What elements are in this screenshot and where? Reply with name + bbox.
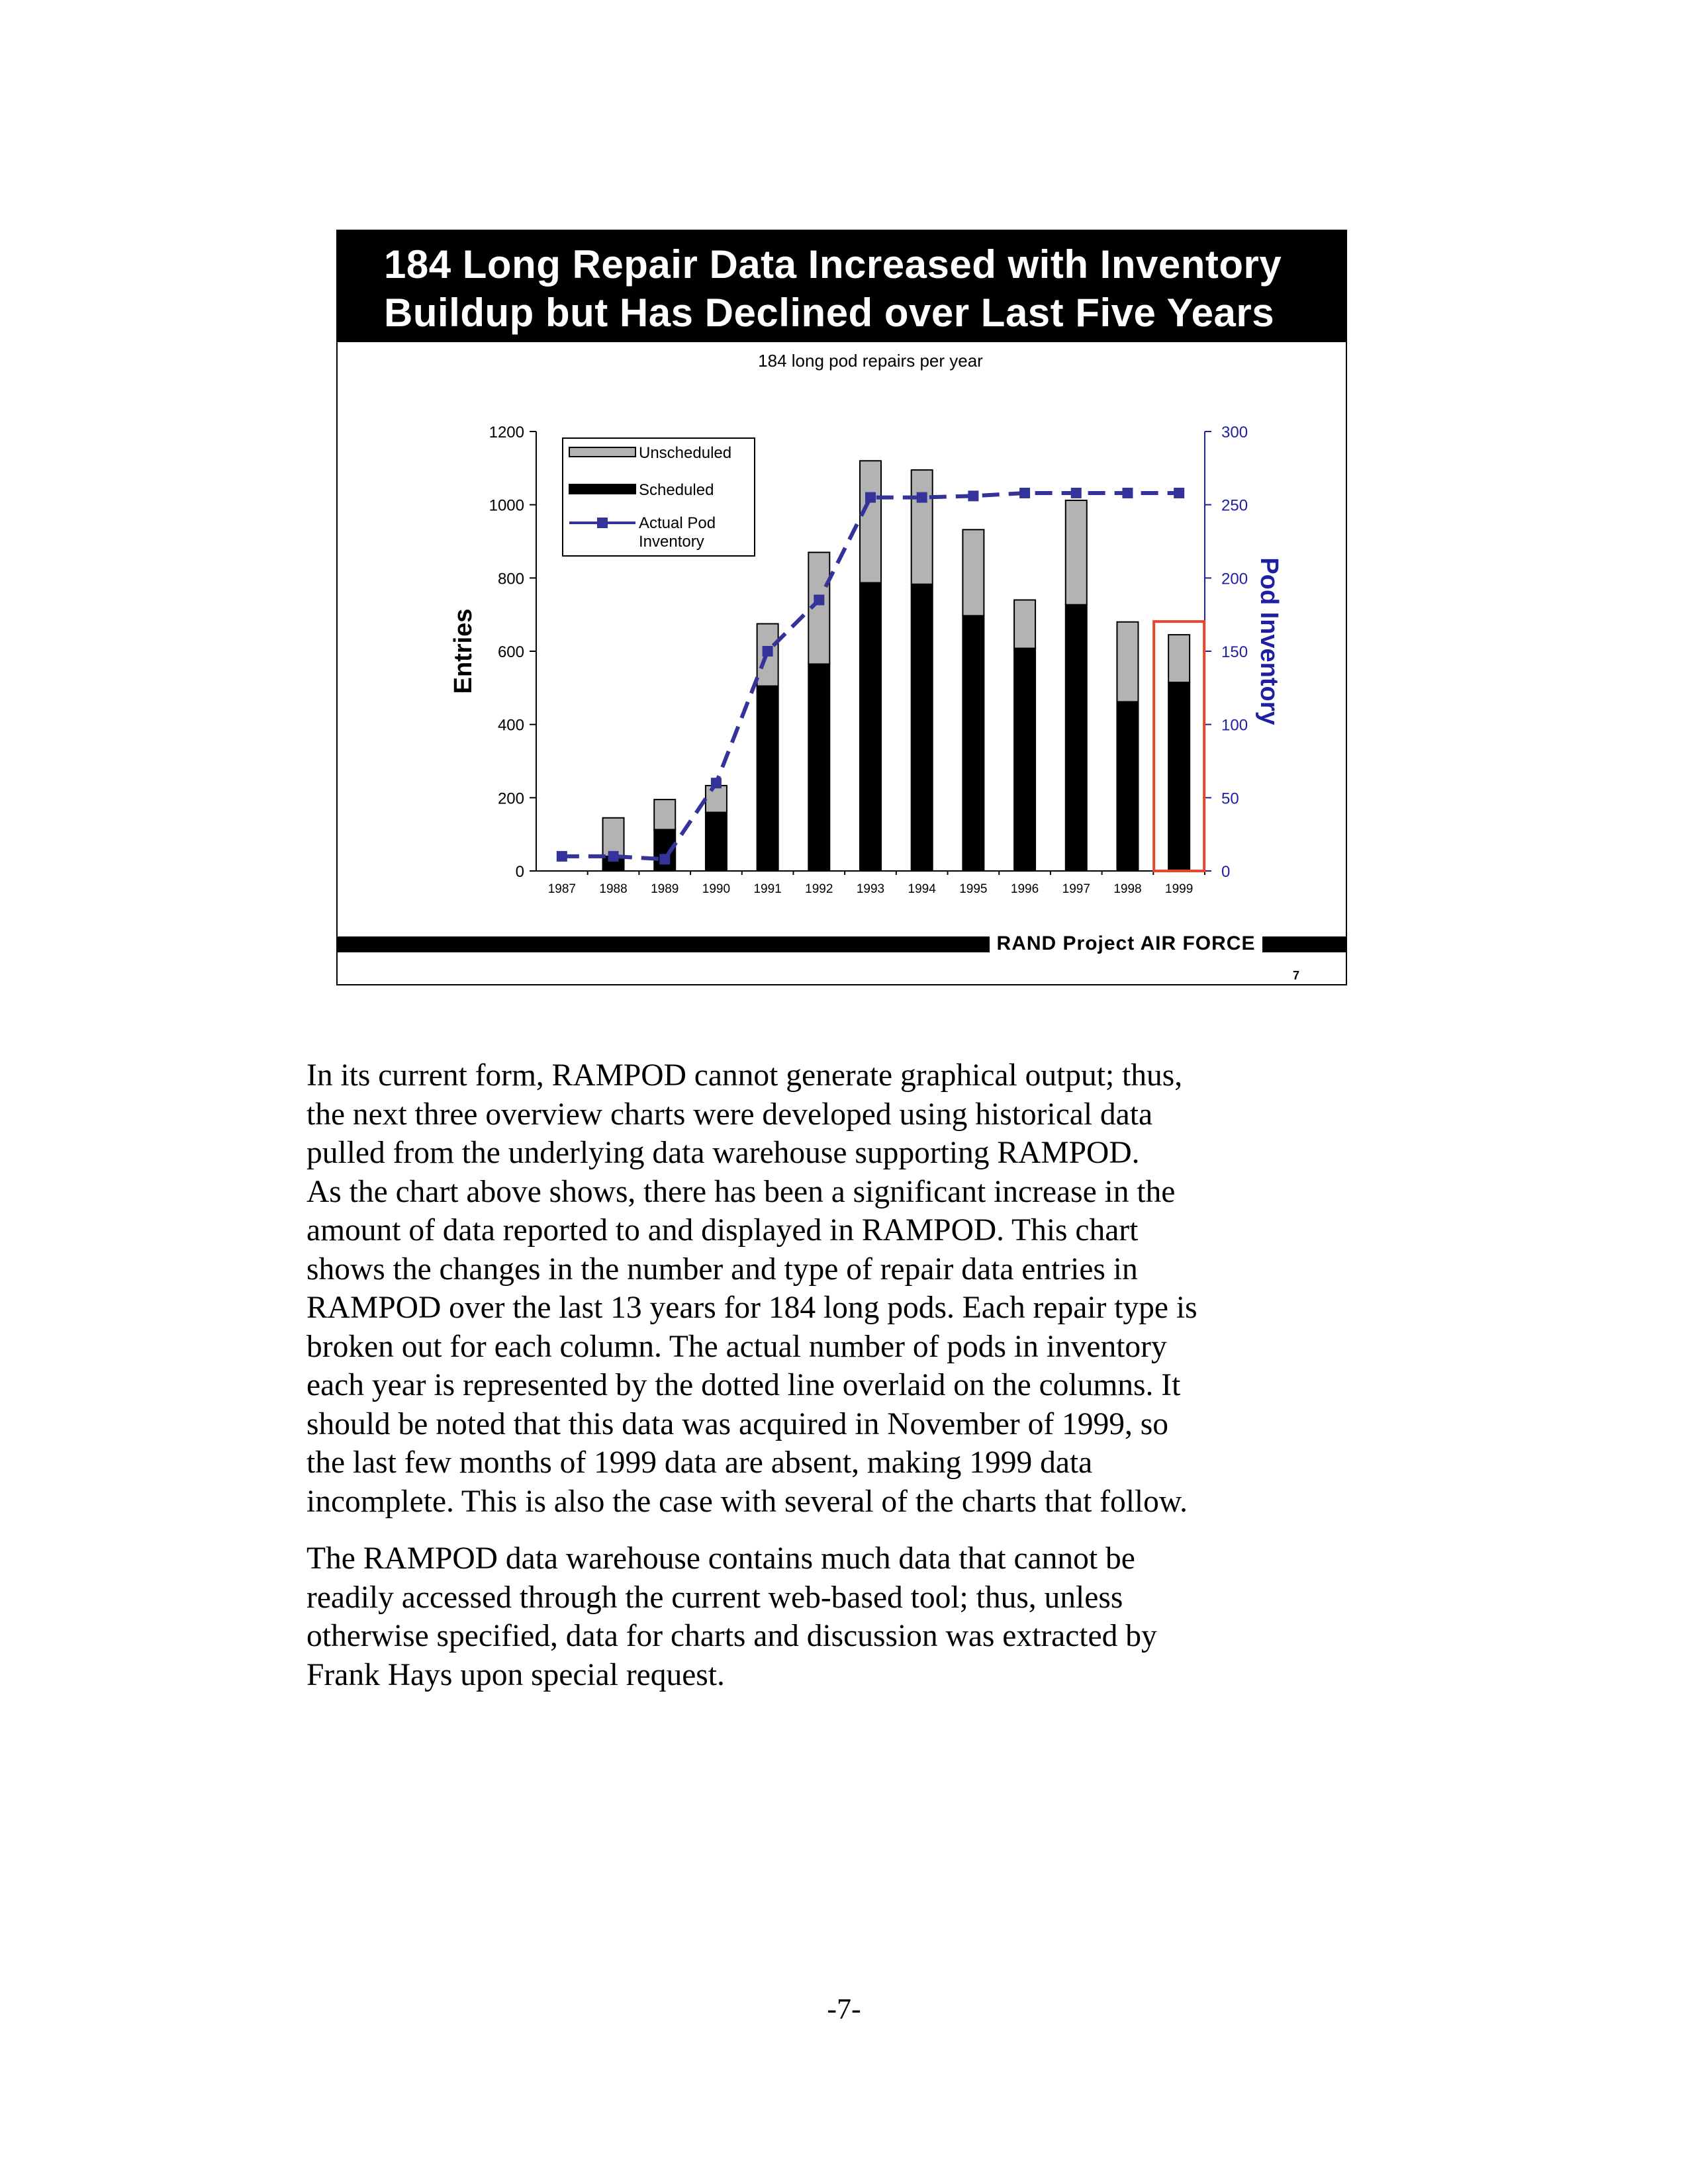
x-tick-label: 1996 bbox=[1010, 882, 1039, 896]
text-line: broken out for each column. The actual number of pods in inventory bbox=[306, 1329, 1167, 1364]
inventory-point-1988 bbox=[608, 851, 619, 862]
text-line: As the chart above shows, there has been a significant increase in the bbox=[306, 1174, 1176, 1209]
bar-unscheduled-1995 bbox=[962, 529, 984, 615]
x-tick-label: 1987 bbox=[547, 882, 576, 896]
bar-scheduled-1996 bbox=[1014, 649, 1035, 871]
page-number: -7- bbox=[827, 1993, 861, 2025]
legend-label-inventory-line1: Actual Pod bbox=[639, 514, 716, 532]
x-tick-label: 1998 bbox=[1113, 882, 1142, 896]
footer-bar bbox=[338, 936, 990, 952]
inventory-point-1990 bbox=[711, 778, 722, 788]
x-tick-label: 1990 bbox=[702, 882, 731, 896]
text-line: incomplete. This is also the case with several of the charts that follow. bbox=[306, 1484, 1188, 1519]
body-paragraph bbox=[306, 1056, 1405, 1521]
legend-swatch-inventory-marker bbox=[597, 518, 608, 528]
y2-axis-title: Pod Inventory bbox=[1255, 557, 1283, 725]
right-tick-label: 100 bbox=[1221, 716, 1248, 735]
footer-bar bbox=[1262, 936, 1347, 952]
x-tick-label: 1995 bbox=[959, 882, 988, 896]
inventory-point-1997 bbox=[1071, 488, 1082, 498]
bar-scheduled-1991 bbox=[757, 686, 778, 871]
left-tick-label: 800 bbox=[497, 570, 524, 588]
legend-label-unscheduled: Unscheduled bbox=[639, 444, 732, 462]
bar-unscheduled-1993 bbox=[860, 461, 881, 582]
left-tick-label: 400 bbox=[497, 716, 524, 735]
bar-scheduled-1993 bbox=[860, 583, 881, 871]
bar-unscheduled-1998 bbox=[1117, 622, 1138, 702]
x-tick-label: 1991 bbox=[753, 882, 782, 896]
text-line: each year is represented by the dotted line overlaid on the columns. It bbox=[306, 1368, 1181, 1402]
right-tick-label: 200 bbox=[1221, 570, 1248, 588]
text-line: Frank Hays upon special request. bbox=[306, 1657, 725, 1692]
footer-brand: RAND Project AIR FORCE bbox=[996, 933, 1256, 954]
left-tick-label: 600 bbox=[497, 643, 524, 661]
legend-label-scheduled: Scheduled bbox=[639, 481, 714, 499]
bar-unscheduled-1996 bbox=[1014, 600, 1035, 649]
x-tick-label: 1997 bbox=[1062, 882, 1090, 896]
left-tick-label: 200 bbox=[497, 790, 524, 808]
text-line: RAMPOD over the last 13 years for 184 long pods. Each repair type is bbox=[306, 1291, 1197, 1325]
text-line: the last few months of 1999 data are absent, making 1999 data bbox=[306, 1445, 1093, 1480]
inventory-point-1987 bbox=[557, 851, 567, 862]
bar-scheduled-1999 bbox=[1168, 682, 1190, 871]
inventory-point-1995 bbox=[968, 490, 978, 501]
bar-scheduled-1997 bbox=[1066, 605, 1087, 871]
bar-unscheduled-1999 bbox=[1168, 635, 1190, 682]
bar-unscheduled-1990 bbox=[706, 786, 727, 812]
inventory-point-1999 bbox=[1174, 488, 1184, 498]
right-tick-label: 300 bbox=[1221, 424, 1248, 441]
text-line: shows the changes in the number and type of repair data entries in bbox=[306, 1251, 1138, 1287]
y-axis-title: Entries bbox=[449, 608, 477, 694]
x-tick-label: 1988 bbox=[599, 882, 628, 896]
text-line: readily accessed through the current web-based tool; thus, unless bbox=[306, 1580, 1123, 1615]
legend-swatch-unscheduled bbox=[569, 447, 635, 457]
bar-scheduled-1992 bbox=[808, 664, 829, 871]
legend-label-inventory-line2: Inventory bbox=[639, 533, 704, 551]
right-tick-label: 150 bbox=[1221, 643, 1248, 661]
inventory-point-1993 bbox=[865, 492, 876, 503]
inventory-point-1991 bbox=[763, 646, 773, 657]
x-tick-label: 1989 bbox=[651, 882, 679, 896]
body-paragraph bbox=[306, 1539, 1405, 1694]
text-line: the next three overview charts were developed using historical data bbox=[306, 1097, 1153, 1132]
inventory-point-1998 bbox=[1122, 488, 1133, 498]
x-tick-label: 1999 bbox=[1165, 882, 1194, 896]
left-tick-label: 1000 bbox=[489, 496, 524, 515]
text-line: The RAMPOD data warehouse contains much data that cannot be bbox=[306, 1541, 1135, 1576]
slide-title-line-2: Buildup but Has Declined over Last Five Years bbox=[384, 291, 1275, 335]
briefing-slide bbox=[336, 230, 1347, 985]
x-tick-label: 1993 bbox=[856, 882, 885, 896]
inventory-point-1994 bbox=[917, 492, 927, 503]
legend-swatch-scheduled bbox=[569, 484, 635, 494]
bar-unscheduled-1997 bbox=[1066, 500, 1087, 605]
inventory-point-1992 bbox=[814, 595, 824, 606]
text-line: pulled from the underlying data warehouse supporting RAMPOD. bbox=[306, 1136, 1140, 1170]
right-tick-label: 250 bbox=[1221, 496, 1248, 515]
bar-scheduled-1998 bbox=[1117, 702, 1138, 871]
bar-unscheduled-1994 bbox=[912, 470, 933, 584]
text-line: In its current form, RAMPOD cannot generate graphical output; thus, bbox=[306, 1058, 1183, 1093]
chart-title: 184 long pod repairs per year bbox=[758, 351, 983, 371]
slide-header bbox=[338, 231, 1346, 342]
bar-scheduled-1990 bbox=[706, 812, 727, 871]
repairs-chart bbox=[338, 342, 1346, 931]
bar-unscheduled-1988 bbox=[603, 818, 624, 856]
inventory-point-1996 bbox=[1019, 488, 1030, 498]
left-tick-label: 1200 bbox=[489, 424, 524, 441]
slide-number: 7 bbox=[1292, 969, 1299, 982]
bar-scheduled-1995 bbox=[962, 615, 984, 871]
bar-unscheduled-1989 bbox=[654, 799, 675, 829]
text-line: amount of data reported to and displayed in RAMPOD. This chart bbox=[306, 1213, 1139, 1248]
slide-title-line-1: 184 Long Repair Data Increased with Inventory bbox=[384, 242, 1282, 287]
inventory-point-1989 bbox=[659, 854, 670, 864]
x-tick-label: 1994 bbox=[908, 882, 936, 896]
right-tick-label: 0 bbox=[1221, 863, 1231, 881]
left-tick-label: 0 bbox=[515, 863, 524, 881]
text-line: otherwise specified, data for charts and discussion was extracted by bbox=[306, 1619, 1157, 1653]
bar-scheduled-1994 bbox=[912, 584, 933, 871]
x-tick-label: 1992 bbox=[805, 882, 833, 896]
right-tick-label: 50 bbox=[1221, 790, 1239, 808]
text-line: should be noted that this data was acquired in November of 1999, so bbox=[306, 1406, 1169, 1441]
